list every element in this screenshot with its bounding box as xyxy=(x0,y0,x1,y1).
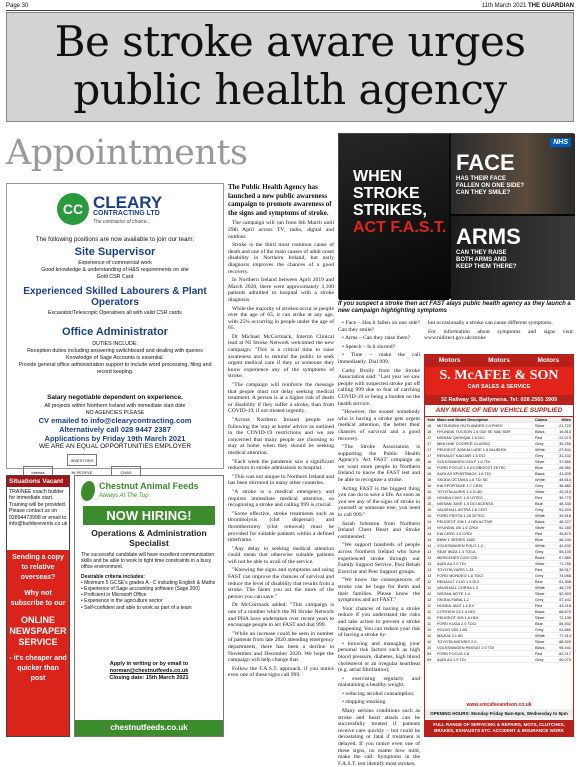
page-number: Page 30 xyxy=(6,3,29,9)
vehicle-row: 15 HONDA CIVIC 1.6 I-DTEC Red 39,775 xyxy=(427,495,571,500)
mcafee-motors-ad xyxy=(424,354,574,737)
situations-vacant-header: Situations Vacant xyxy=(7,476,69,487)
article-paragraph: "We know the consequences of stroke can be huge for them and their families. Please know the symptoms and act FAST." xyxy=(338,577,420,604)
article-paragraph: "We support hundreds of people across Northern Ireland who have experienced stroke through our Family Support Service, Post Rehab Exercise and Peer Support groups. xyxy=(338,542,420,575)
article-paragraph: Dr Michael McCormack, Interim Clinical lead at NI Stroke Network welcomed the new campaign: "This is a critical time to raise awareness and to remind the public to seek urgent medical care if they or someone they know experience any of the symptoms of stroke. xyxy=(228,333,334,380)
role-labourers: Experienced Skilled Labourers & Plant Operators xyxy=(23,286,207,308)
article-paragraph: "This was not unique to Northern Ireland and has been mirrored in many other countries. xyxy=(228,473,334,487)
vehicle-row: 15 TOYOTA AURIS 1.4 D-4D Silver 42,019 xyxy=(427,489,571,494)
article-paragraph: "A stroke is a medical emergency and requires immediate medical attention, so recognising a stroke and calling 999 is crucial. xyxy=(228,488,334,509)
article-paragraph: Stroke is the third most common cause of death and one of the main causes of adult onset disability in Northern Ireland, but early diagnosis improves the chances of a good recovery. xyxy=(228,242,334,275)
article-paragraph: Dr McCormack added: "This campaign is one of a number which the NI Stroke Network and PHA have undertaken over recent years to encourage people to act FAST and dial 999. xyxy=(228,602,334,629)
role2-desc: Excavator/Telescopic Operatives all with valid CSR cards xyxy=(48,310,182,316)
article-paragraph: "Some effective, stroke treatments such as thrombolysis (clot dispersal) and thrombectomy (clot removal) must be provided for suitable patients within a defined timeframe. xyxy=(228,510,334,544)
article-paragraph: Your chances of having a stroke reduce if you understand the risks and take action to prevent a stroke happening. You can reduce your risk of having a stroke by: xyxy=(338,605,420,639)
vehicle-row: 11 FORD KUGA 2.0 TDCI Blue 84,502 xyxy=(427,621,571,626)
article-paragraph: • stopping smoking. xyxy=(342,699,387,706)
article-paragraph: The campaign will run from 8th March until 29th April across TV, radio, digital and outdoor. xyxy=(228,220,334,240)
vehicle-row: 17 MINI ONE COOPER CLASSIC Grey 35,250 xyxy=(427,441,571,446)
headline-box xyxy=(6,12,574,122)
vehicle-row: 14 BMW 1 SERIES 116D Blue 58,240 xyxy=(427,537,571,542)
vehicle-row: 16 VOLKSWAGEN GOLF 1.6 TDI Silver 37,660 xyxy=(427,459,571,464)
vehicle-row: 13 TOYOTA YARIS 1.33 Red 38,517 xyxy=(427,567,571,572)
dealer-website[interactable]: www.smcafeeandson.co.uk xyxy=(466,702,532,708)
vehicle-row: 11 PEUGEOT 308 1.6 HDI Silver 72,135 xyxy=(427,615,571,620)
article-paragraph: • Face – Has it fallen on one side? Can they smile? xyxy=(338,320,420,333)
vehicle-row: 10 VOLVO V50 1.6D Grey 91,660 xyxy=(427,627,571,632)
vehicle-row: 11 HONDA JAZZ 1.4 EX Red 43,218 xyxy=(427,603,571,608)
article-paragraph: Follow the F.A.S.T. approach, if you notice even one of these signs call 999. xyxy=(228,665,334,679)
page-header xyxy=(6,2,574,11)
role3-desc: DUTIES INCLUDE: Reception duties including answering switchboard and dealing with queries Knowledge of Sage Accounts is essential. Provide general office administration support to include word processing, filing and record keeping. xyxy=(18,341,212,375)
cv-contact: CV emailed to info@clearycontracting.com Alternatively call 028 9447 2387 Applications by Friday 19th March 2021 xyxy=(11,416,219,443)
vehicle-row: 12 RENAULT CLIO 1.5 DCI Blue 61,308 xyxy=(427,579,571,584)
vehicle-row: 13 SEAT IBIZA 1.4 TOCA Grey 55,104 xyxy=(427,549,571,554)
vehicle-row: 11 CITROEN C3 1.4 HDI Black 66,870 xyxy=(427,609,571,614)
vehicle-row: 14 VOLKSWAGEN POLO 1.2 White 41,632 xyxy=(427,543,571,548)
article-paragraph: While the majority of strokes occur in people over the age of 65, it can strike at any age, with 25% occurring in people under the age of 65. xyxy=(228,305,334,332)
criteria-list: • Minimum 5 GCSE's grades A - C including English & Maths • Experience of Sage accounting software (Sage 200) • Proficient in Microsoft Office • Experience in the agriculture sector • Self-confident and able to work as part of a team xyxy=(81,579,216,611)
article-paragraph: Cathy Brolly from the Stroke Association said: "Last year we saw people with suspected stroke put off calling 999 due to fear of catching COVID-19 or being a burden on the health service. xyxy=(338,367,420,407)
vehicle-row: 17 NISSAN QASHQAI 1.5 DCI Red 22,074 xyxy=(427,435,571,440)
chestnut-role: Operations & Administration Specialist xyxy=(91,528,207,548)
appointments-title: Appointments xyxy=(6,133,248,173)
face-panel: NHS FACE HAS THEIR FACE FALLEN ON ONE SIDE? CAN THEY SMILE? xyxy=(451,134,575,214)
article-paragraph: "The campaign will reinforce the message that people must not delay seeking medical treatment. A person is at a higher risk of death or disability if they suffer a stroke, than from COVID-19, if not treated urgently. xyxy=(228,382,334,415)
role-site-supervisor: Site Supervisor xyxy=(74,246,156,258)
online-newspaper-ad: Sending a copy to relative overseas? Why not subscribe to our ONLINE NEWSPAPER SERVICE - it's cheaper and quicker than post xyxy=(7,550,69,736)
vehicle-row: 17 PEUGEOT 3008 ALLURE 1.6 BLUEHDI White 27,841 xyxy=(427,447,571,452)
now-hiring-banner: NOW HIRING! xyxy=(83,506,215,525)
article-paragraph: In Northern Ireland between April 2019 and March 2020, there were approximately 3,100 patients admitted to hospital with a stroke diagnosis. xyxy=(228,277,334,303)
salary-detail: All projects within Northern Ireland with immediate start date NO AGENCIES PLEASE xyxy=(44,403,186,416)
article-paragraph: "The Stroke Association is supporting the Public Health Agency's 'Act FAST' campaign as we want more people in Northern Ireland to know the FAST test and be able to recognise a stroke. xyxy=(338,444,420,484)
article-paragraph: "However, the sooner somebody who is having a stroke gets urgent medical attention, the better their chances of survival and a good recovery. xyxy=(338,409,420,442)
vehicle-row: 15 VAUXHALL ASTRA 1.6 CDTI Grey 51,404 xyxy=(427,507,571,512)
article-paragraph: Acting FAST is the biggest thing you can do to save a life. As soon as you see any of the signs of stroke in yourself or someone else, you need to call 999." xyxy=(338,485,420,519)
vehicle-row: 12 SKODA FABIA 1.2 Grey 57,441 xyxy=(427,597,571,602)
vehicle-row: 16 KIA SPORTAGE 1.7 CRDI Grey 36,882 xyxy=(427,483,571,488)
vehicle-row: 10 MAZDA 3 1.6D White 77,314 xyxy=(427,633,571,638)
article-paragraph: but occasionally a stroke can cause different symptoms. xyxy=(428,320,553,326)
vehicle-row: 10 VOLKSWAGEN PASSAT 2.0 TDI Black 96,441 xyxy=(427,645,571,650)
vehicle-row: 18 MITSUBISHI OUTLANDER 2.0 PHEV Silver 21,722 xyxy=(427,423,571,428)
vehicle-row: 13 MERCEDES C220 CDI Black 67,880 xyxy=(427,555,571,560)
vehicle-row: 15 NISSAN JUKE 1.5 DCI ACENTA Blue 48,330 xyxy=(427,501,571,506)
vehicle-row: 16 FORD FOCUS 1.0 ECOBOOST ZETEC Blue 28,980 xyxy=(427,465,571,470)
role-office-admin: Office Administrator xyxy=(62,326,168,338)
chestnut-logo: Chestnut Animal Feeds Always At The Top xyxy=(81,481,219,503)
vehicle-row: 12 VAUXHALL CORSA 1.2 White 48,725 xyxy=(427,585,571,590)
photo-caption: If you suspect a stroke then act FAST alays public health agency as they launch a new campaign highlighting symptoms xyxy=(338,301,571,314)
article-paragraph: • Time – make the call immediately. Dial 999. xyxy=(338,352,420,365)
article-paragraph: "Each week the pandemic saw a significant reduction in stroke admissions to hospital. xyxy=(228,458,334,472)
article-paragraph: For information about symptoms and signs visit: www.nidirect.gov.uk/stroke xyxy=(424,328,574,342)
vehicle-row: 13 AUDI A4 2.0 TDI Silver 71,290 xyxy=(427,561,571,566)
equal-opportunities: WE ARE AN EQUAL OPPORTUNITIES EMPLOYER xyxy=(38,443,192,450)
trainee-ad: TRAINEE coach builder for immediate start. Training will be provided. Please contact us on 02894473998 or email to info@builderevents.co.uk xyxy=(9,489,68,528)
article-lede: The Public Health Agency has launched a new public awareness campaign to promote awareness of the signs and symptoms of stroke. xyxy=(228,183,332,217)
page-dateline: 11th March 2021 THE GUARDIAN xyxy=(481,3,574,9)
role1-desc: Experience of commercial work Good knowledge & understanding of H&S requirements on site Gold CSR Card xyxy=(41,260,189,280)
leaf-icon xyxy=(81,481,95,501)
article-paragraph: "While an increase could be seen in number of patients from late 2020 attending emergency departments, there has been a decline in November and December 2020. We hope the campaign will help change that. xyxy=(228,630,334,664)
vehicle-table xyxy=(425,423,573,663)
article-column-3 xyxy=(424,320,574,347)
headline: Be stroke aware urges public health agency xyxy=(54,17,526,114)
vehicle-row: 17 RENAULT KADJAR 1.5 DCI Grey 31,102 xyxy=(427,453,571,458)
vehicle-row: 14 KIA CEED 1.6 CRDI Red 49,873 xyxy=(427,531,571,536)
vehicle-row: 16 AUDI A3 SPORTBACK 1.6 TDI Black 41,205 xyxy=(427,471,571,476)
vehicle-row: 09 FORD FOCUS 1.6 Red 82,217 xyxy=(427,651,571,656)
cleary-intro: The following positions are now available to join our team: xyxy=(35,236,195,243)
vehicle-row: 16 SKODA OCTAVIA 1.6 TDI SE White 44,610 xyxy=(427,477,571,482)
cleary-logo: CC CLEARY CONTRACTING LTD The contractor of choice... xyxy=(57,190,177,230)
vehicle-row: 09 AUDI A3 1.9 TDI Grey 99,073 xyxy=(427,657,571,662)
intertek-badge-icon: Intertek xyxy=(23,466,53,478)
dealer-name: S. McAFEE & SON CAR SALES & SERVICE xyxy=(425,367,573,395)
article-paragraph: • knowing and managing your personal risk factors such as high blood pressure, diabetes, high blood cholesterol or an irregular heartbeat (e.g. atrial fibrillation); xyxy=(338,640,420,674)
services-footer: FULL RANGE OF SERVICING & REPAIRS, MOTS, CLUTCHES, BRAKES, EXHAUSTS ETC. ACCIDENT & INSURANCE WORK xyxy=(425,720,573,736)
article-column-2 xyxy=(338,320,420,767)
vehicle-row: 18 HYUNDAI TUCSON 1.6 GDI SE NAV 5DR Black 16,810 xyxy=(427,429,571,434)
article-paragraph: • Arms – Can they raise them? xyxy=(342,335,411,342)
cv-email-link[interactable]: CV emailed to info@clearycontracting.com xyxy=(38,416,192,425)
article-column-1 xyxy=(228,183,334,737)
cleary-contracting-ad xyxy=(6,183,224,475)
nhs-logo-icon: NHS xyxy=(550,138,571,147)
vehicle-row: 13 FORD MONDEO 1.6 TDCI Grey 74,066 xyxy=(427,573,571,578)
article-paragraph: "Across Northern Ireland people are following the 'stay at home' advice as outlined in the COVID-19 restrictions and we are concerned that many people are choosing to stay at home when they should be seeking medical attention. xyxy=(228,417,334,456)
article-paragraph: • exercising regularly and maintaining a healthy weight; xyxy=(338,675,420,689)
chestnut-description: The successful candidate will have excellent communication skills and be able to work to tight time constraints in a busy office environment. Desirable criteria includes: • Minimum 5 GCSE's grades A - C including English & Maths • Experience of Sage accounting software (Sage 200) • Proficient in Microsoft Office • Experience in the agriculture sector • Self-confident and able to work as part of a team xyxy=(81,552,216,611)
salary-note: Salary negotiable dependent on experience. xyxy=(47,394,183,401)
act-fast-poster: WHEN STROKE STRIKES, ACT F.A.S.T. xyxy=(339,134,449,300)
cleary-logo-icon: CC xyxy=(57,193,89,225)
article-body-1 xyxy=(228,220,334,679)
vehicle-row: 14 HYUNDAI I30 1.6 CRDI Silver 52,160 xyxy=(427,525,571,530)
article-paragraph: • reducing alcohol consumption; xyxy=(342,690,415,697)
chas-badge-icon: CHAS xyxy=(111,466,141,478)
apply-email-link[interactable]: norman@chestnutfeeds.co.uk xyxy=(109,668,189,674)
arms-panel: ARMS CAN THEY RAISE BOTH ARMS AND KEEP THEM THERE? xyxy=(451,216,575,300)
campaign-photo xyxy=(338,133,574,299)
article-paragraph: "Any delay in seeking medical attention could mean that otherwise suitable patients will not be able to avail of the service. xyxy=(228,545,334,565)
investors-badge-icon: INVESTORS IN PEOPLE xyxy=(67,454,97,466)
vehicle-row: 12 NISSAN NOTE 1.4 Silver 52,903 xyxy=(427,591,571,596)
article-paragraph: • Speech – Is it slurred? xyxy=(342,343,396,350)
article-paragraph: "Knowing the signs and symptoms and using FAST can improve the chances of survival and reduce the level of disability that results from a stroke. The faster you act the more of the person you can save." xyxy=(228,567,334,600)
vehicle-row: 15 FORD FIESTA 1.25 ZETEC White 33,918 xyxy=(427,513,571,518)
motors-header: Motors Motors Motors xyxy=(425,355,573,367)
chestnut-apply: Apply in writing or by email to norman@chestnutfeeds.co.uk Closing date: 15th March 2021 xyxy=(81,661,217,682)
opening-hours: OPENING HOURS: Monday-Friday 9am-6pm, Wednesday to 9pm xyxy=(425,709,573,718)
vehicle-row: 14 PEUGEOT 208 1.4 HDI ACTIVE Black 46,227 xyxy=(427,519,571,524)
chestnut-feeds-ad xyxy=(74,475,224,737)
article-paragraph: Many serious conditions such as stroke and heart attack can be successfully treated if patients receive care quickly – but could be devastating or fatal if treatment is delayed. If you notice even one of these signs, no matter how mild, make the call. Symptoms in the F.A.S.T. test identify most strokes, xyxy=(338,708,420,767)
vehicle-table-header: Year Make and Model Description Colour Miles xyxy=(427,418,571,422)
vehicle-row: 10 TOYOTA AVENSIS 2.0 Silver 88,920 xyxy=(427,639,571,644)
any-make-banner: ANY MAKE OF NEW VEHICLE SUPPLIED xyxy=(425,405,573,417)
article-paragraph: Sarah Johnston from Northern Ireland Chest Heart and Stroke commented: xyxy=(338,520,420,540)
chestnut-website[interactable]: chestnutfeeds.co.uk xyxy=(75,720,223,736)
dealer-address: 32 Railway St, Ballymena. Tel: 028 2565 3909 xyxy=(425,395,573,405)
situations-vacant xyxy=(6,475,70,737)
accreditation-badges xyxy=(23,454,207,475)
